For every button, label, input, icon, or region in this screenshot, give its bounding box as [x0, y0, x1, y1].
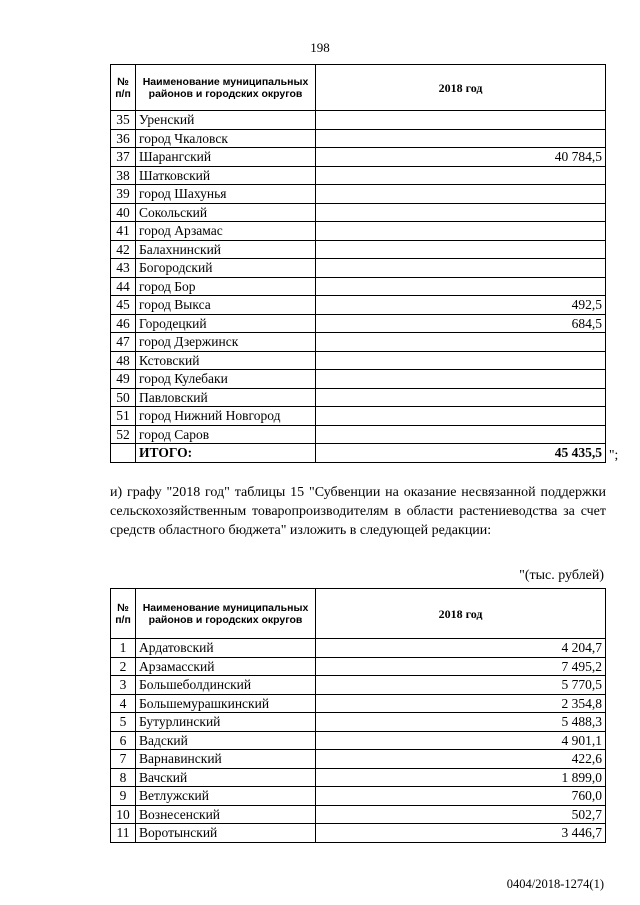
table-row [111, 639, 606, 658]
municipality-name: Кстовский [136, 351, 316, 370]
table-row [111, 425, 606, 444]
header-municipality: Наименование муниципальных районов и городских округов [136, 589, 316, 639]
municipality-name: город Нижний Новгород [136, 407, 316, 426]
row-number: 6 [111, 731, 136, 750]
amount-value: 422,6 [316, 750, 606, 769]
row-number: 8 [111, 768, 136, 787]
amount-value [316, 407, 606, 426]
amount-value [316, 333, 606, 352]
table-row [111, 314, 606, 333]
document-code: 0404/2018-1274(1) [506, 877, 604, 891]
row-number: 43 [111, 259, 136, 278]
row-number: 36 [111, 129, 136, 148]
row-number: 11 [111, 824, 136, 843]
total-row [111, 444, 606, 463]
municipality-name: город Кулебаки [136, 370, 316, 389]
table-row [111, 713, 606, 732]
row-number: 9 [111, 787, 136, 806]
amendment-paragraph: и) графу "2018 год" таблицы 15 "Субвенции на оказание несвязанной поддержки сельскохозяйственным товаропроизводителям в области растениеводства за счет средств областного бюджета" изложить в следующей редакции: [110, 485, 606, 538]
amount-value: 4 901,1 [316, 731, 606, 750]
table-row [111, 277, 606, 296]
table-row [111, 240, 606, 259]
subsidy-table-15 [110, 588, 606, 843]
municipality-name: Ветлужский [136, 787, 316, 806]
municipality-name: Большемурашкинский [136, 694, 316, 713]
amount-value: 40 784,5 [316, 148, 606, 167]
municipality-name: Павловский [136, 388, 316, 407]
table-header-row [111, 65, 606, 111]
municipality-name: Сокольский [136, 203, 316, 222]
municipality-name: Вознесенский [136, 805, 316, 824]
municipality-name: Воротынский [136, 824, 316, 843]
municipality-name: город Саров [136, 425, 316, 444]
amount-value: 5 488,3 [316, 713, 606, 732]
table-row [111, 129, 606, 148]
row-number: 3 [111, 676, 136, 695]
row-number: 37 [111, 148, 136, 167]
amount-value [316, 166, 606, 185]
table-row [111, 407, 606, 426]
amount-value: 684,5 [316, 314, 606, 333]
municipality-name: Уренский [136, 111, 316, 130]
amount-value: 1 899,0 [316, 768, 606, 787]
header-municipality: Наименование муниципальных районов и городских округов [136, 65, 316, 111]
row-number: 44 [111, 277, 136, 296]
table-row [111, 351, 606, 370]
municipality-name: Варнавинский [136, 750, 316, 769]
amount-value [316, 277, 606, 296]
amount-value [316, 351, 606, 370]
table-row [111, 787, 606, 806]
header-number: № п/п [111, 589, 136, 639]
row-number: 47 [111, 333, 136, 352]
row-number: 42 [111, 240, 136, 259]
table-row [111, 657, 606, 676]
amount-value [316, 370, 606, 389]
amount-value [316, 259, 606, 278]
row-number: 52 [111, 425, 136, 444]
header-year: 2018 год [316, 589, 606, 639]
row-number: 4 [111, 694, 136, 713]
amount-value [316, 111, 606, 130]
table-row [111, 750, 606, 769]
total-empty-cell [111, 444, 136, 463]
table-row [111, 731, 606, 750]
municipality-name: Вадский [136, 731, 316, 750]
table-row [111, 203, 606, 222]
table-row [111, 824, 606, 843]
table-row [111, 370, 606, 389]
row-number: 2 [111, 657, 136, 676]
closing-quote: "; [609, 447, 619, 462]
row-number: 1 [111, 639, 136, 658]
row-number: 40 [111, 203, 136, 222]
amount-value: 5 770,5 [316, 676, 606, 695]
table-header-row [111, 589, 606, 639]
municipality-name: Вачский [136, 768, 316, 787]
amount-value: 3 446,7 [316, 824, 606, 843]
municipality-name: Богородский [136, 259, 316, 278]
row-number: 49 [111, 370, 136, 389]
municipality-name: город Дзержинск [136, 333, 316, 352]
amount-value [316, 185, 606, 204]
table-row [111, 805, 606, 824]
amount-value: 4 204,7 [316, 639, 606, 658]
row-number: 45 [111, 296, 136, 315]
municipality-name: Шарангский [136, 148, 316, 167]
table-row [111, 388, 606, 407]
row-number: 7 [111, 750, 136, 769]
amount-value [316, 203, 606, 222]
municipality-name: Шатковский [136, 166, 316, 185]
municipality-name: Большеболдинский [136, 676, 316, 695]
row-number: 50 [111, 388, 136, 407]
row-number: 41 [111, 222, 136, 241]
municipality-name: Арзамасский [136, 657, 316, 676]
table-row [111, 296, 606, 315]
table-row [111, 148, 606, 167]
table-row [111, 768, 606, 787]
row-number: 51 [111, 407, 136, 426]
row-number: 48 [111, 351, 136, 370]
municipality-name: город Бор [136, 277, 316, 296]
municipality-name: Городецкий [136, 314, 316, 333]
row-number: 10 [111, 805, 136, 824]
amount-value [316, 240, 606, 259]
amount-value: 760,0 [316, 787, 606, 806]
row-number: 5 [111, 713, 136, 732]
municipality-name: город Шахунья [136, 185, 316, 204]
amount-value [316, 425, 606, 444]
subsidy-table-continued [110, 64, 606, 463]
header-number: № п/п [111, 65, 136, 111]
table-row [111, 333, 606, 352]
municipality-name: Ардатовский [136, 639, 316, 658]
amount-value: 492,5 [316, 296, 606, 315]
header-year: 2018 год [316, 65, 606, 111]
table-row [111, 166, 606, 185]
table-row [111, 676, 606, 695]
municipality-name: город Чкаловск [136, 129, 316, 148]
municipality-name: город Арзамас [136, 222, 316, 241]
table-row [111, 694, 606, 713]
municipality-name: Бутурлинский [136, 713, 316, 732]
table-row [111, 111, 606, 130]
amount-value [316, 129, 606, 148]
row-number: 39 [111, 185, 136, 204]
amount-value: 502,7 [316, 805, 606, 824]
row-number: 46 [111, 314, 136, 333]
row-number: 38 [111, 166, 136, 185]
total-label: ИТОГО: [136, 444, 316, 463]
row-number: 35 [111, 111, 136, 130]
amount-value: 7 495,2 [316, 657, 606, 676]
amount-value: 2 354,8 [316, 694, 606, 713]
table-row [111, 185, 606, 204]
municipality-name: город Выкса [136, 296, 316, 315]
amount-value [316, 222, 606, 241]
table-row [111, 259, 606, 278]
table-row [111, 222, 606, 241]
units-note: "(тыс. рублей) [519, 568, 604, 583]
page-number: 198 [310, 40, 330, 55]
municipality-name: Балахнинский [136, 240, 316, 259]
amount-value [316, 388, 606, 407]
total-value: 45 435,5 [316, 444, 606, 463]
